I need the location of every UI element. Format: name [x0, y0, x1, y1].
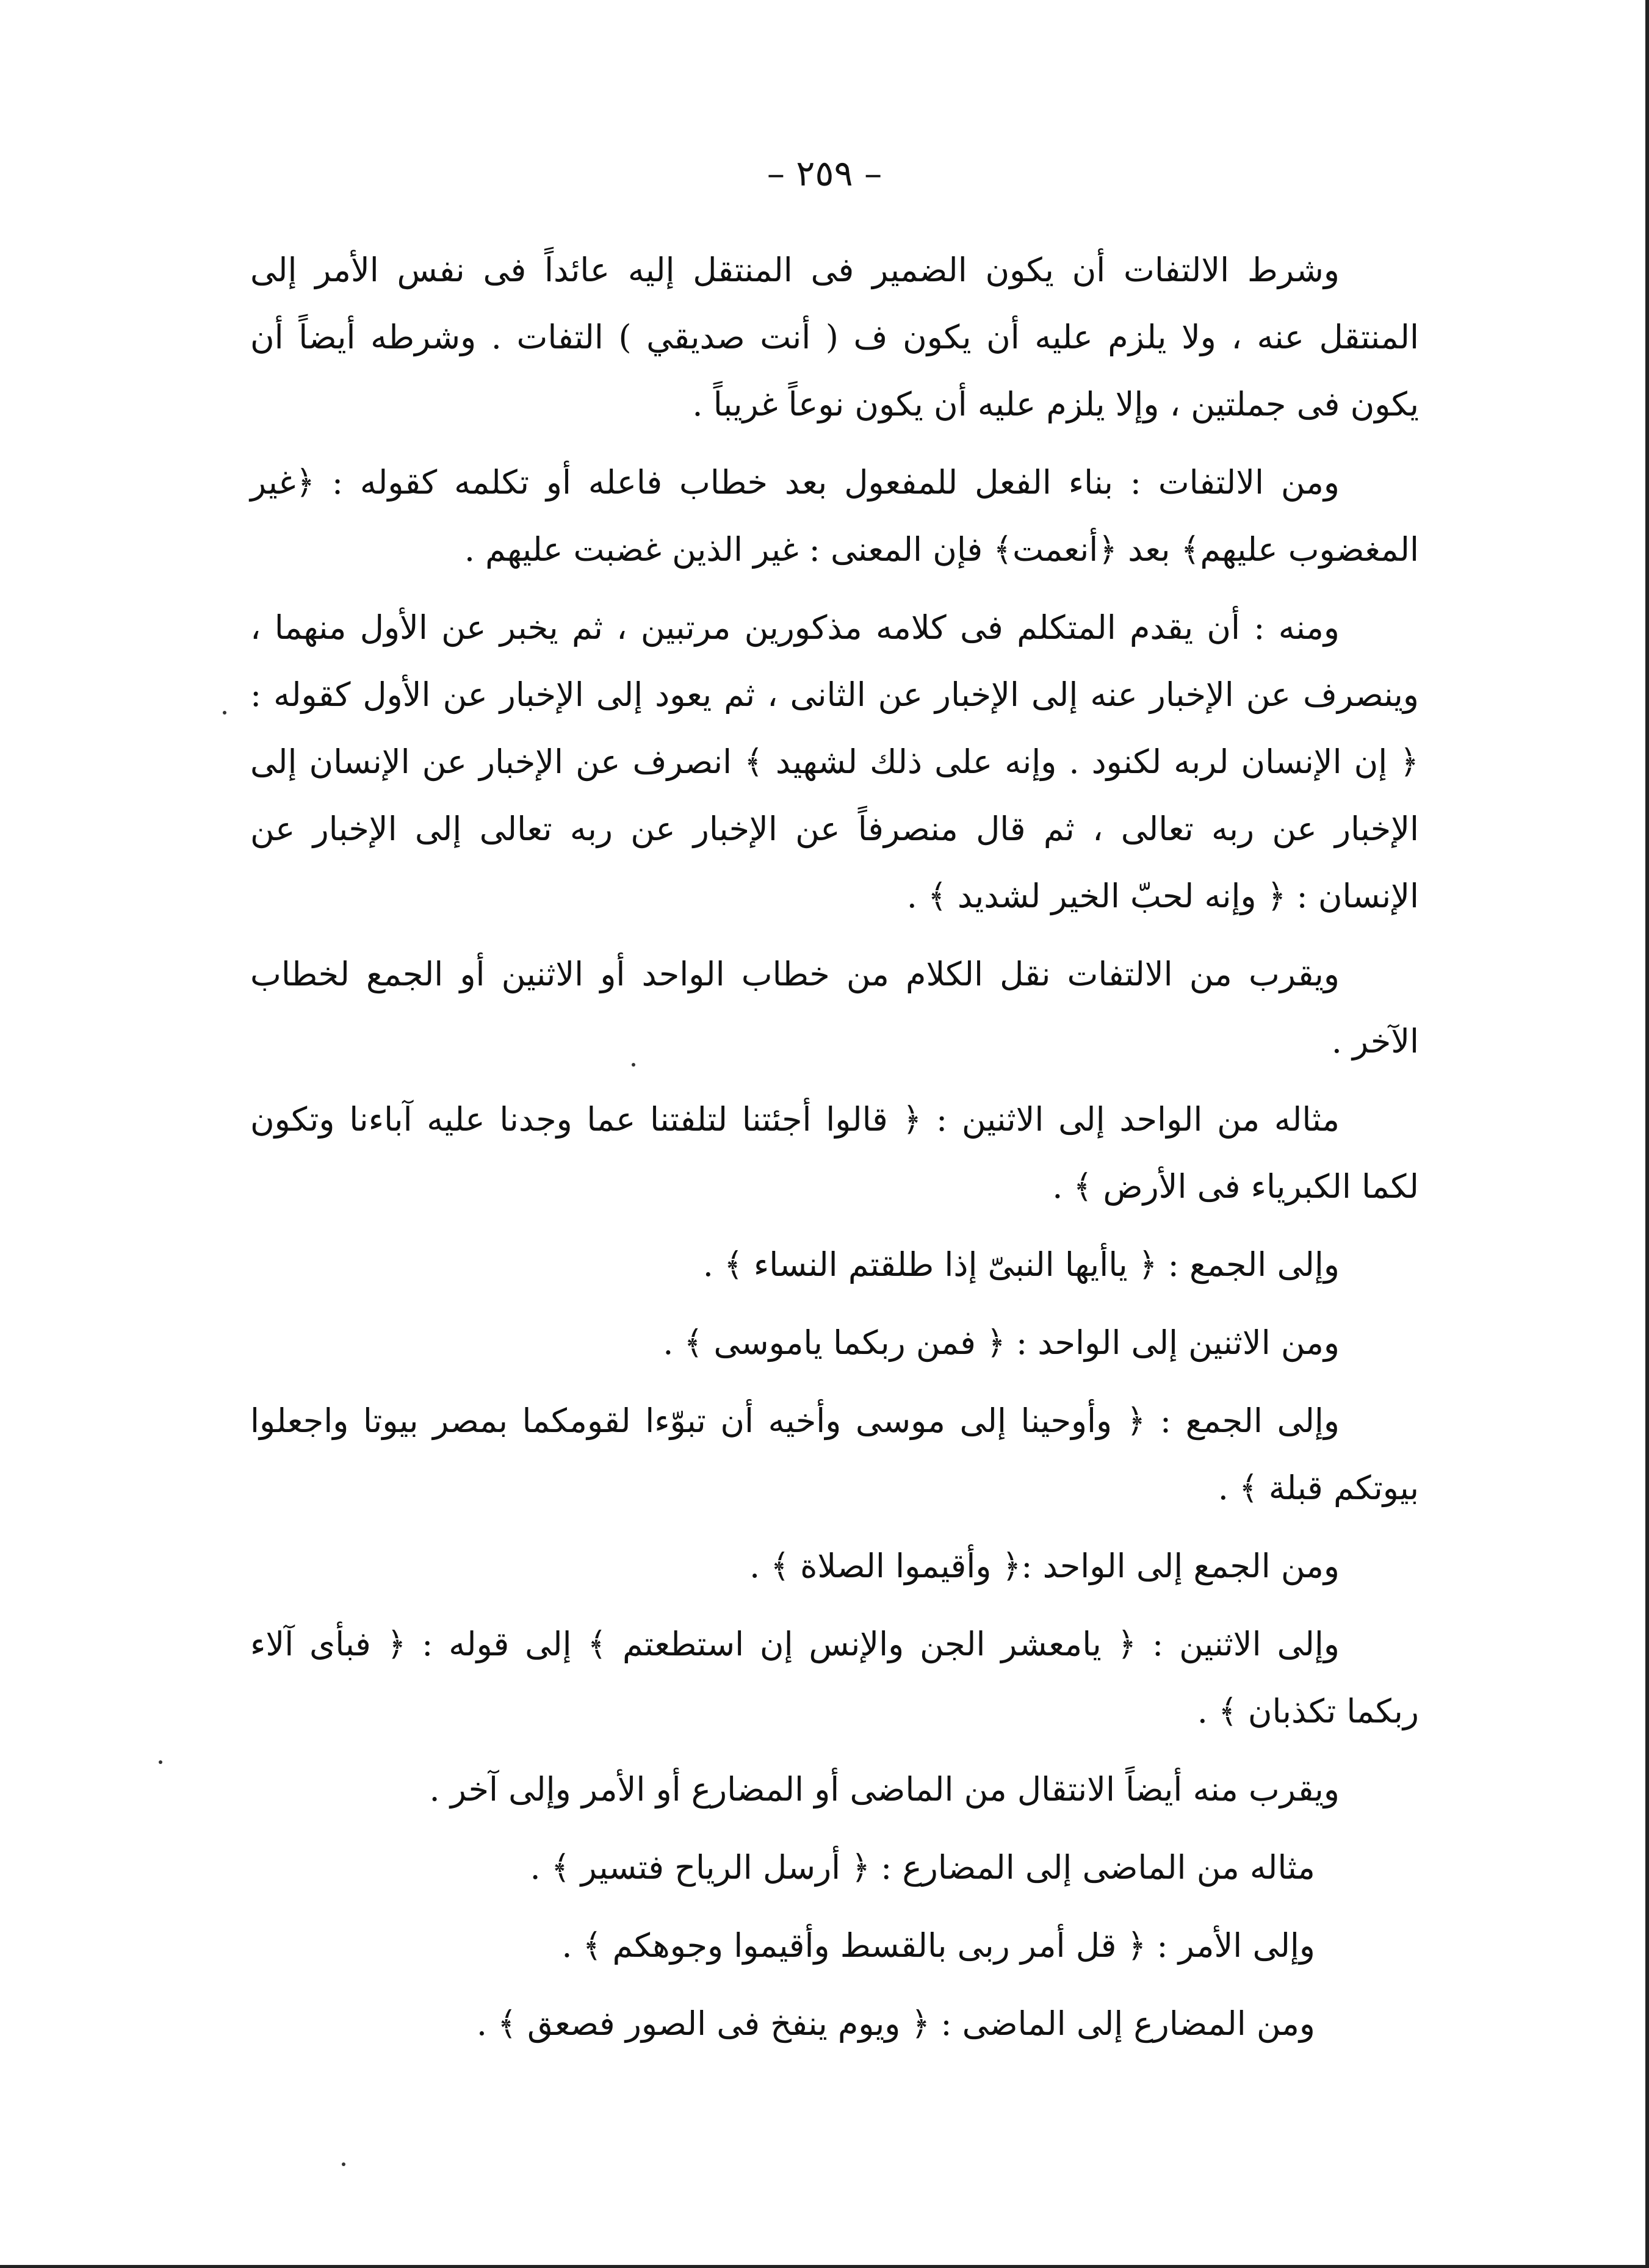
- paragraph-passive-construction: ومن الالتفات : بناء الفعل للمفعول بعد خطاب فاعله أو تكلمه كقوله : ﴿غير المغضوب عليهم﴾ بعد ﴿أنعمت﴾ فإن المعنى : غير الذين غضبت عليهم .: [250, 463, 1419, 569]
- paragraph-plural-to-singular: ومن الجمع إلى الواحد :﴿ وأقيموا الصلاة ﴾ .: [749, 1547, 1340, 1585]
- paragraph-two-mentioned: ومنه : أن يقدم المتكلم فى كلامه مذكورين مرتبين ، ثم يخبر عن الأول منهما ، وينصرف عن الإخبار عنه إلى الإخبار عن الثانى ، ثم يعود إلى الإخبار عن الأول كقوله : ﴿ إن الإنسان لربه لكنود . وإنه على ذلك لشهيد ﴾ انصرف عن الإخبار عن الإنسان إلى الإخبار عن ربه تعالى ، ثم قال منصرفاً عن الإخبار عن ربه تعالى إلى الإخبار عن الإنسان : ﴿ وإنه لحبّ الخير لشديد ﴾ .: [250, 608, 1419, 915]
- paragraph-address-shift: ويقرب من الالتفات نقل الكلام من خطاب الواحد أو الاثنين أو الجمع لخطاب الآخر .: [250, 955, 1419, 1060]
- paragraph-past-to-present: مثاله من الماضى إلى المضارع : ﴿ أرسل الرياح فتسير ﴾ .: [530, 1848, 1315, 1887]
- scan-edge-right: [1645, 0, 1649, 2268]
- body-text: [250, 237, 1419, 2068]
- paragraph-tense-shift: ويقرب منه أيضاً الانتقال من الماضى أو المضارع أو الأمر وإلى آخر .: [429, 1770, 1340, 1809]
- paragraph-dual-to-plural: وإلى الجمع : ﴿ وأوحينا إلى موسى وأخيه أن تبوّءا لقومكما بمصر بيوتا واجعلوا بيوتكم قبلة ﴾ .: [250, 1402, 1419, 1507]
- paragraph-plural-to-dual: وإلى الاثنين : ﴿ يامعشر الجن والإنس إن استطعتم ﴾ إلى قوله : ﴿ فبأى آلاء ربكما تكذبان ﴾ .: [250, 1625, 1419, 1730]
- paragraph-present-to-past: ومن المضارع إلى الماضى : ﴿ ويوم ينفخ فى الصور فصعق ﴾ .: [476, 2004, 1315, 2043]
- paragraph-to-plural: وإلى الجمع : ﴿ ياأيها النبىّ إذا طلقتم النساء ﴾ .: [702, 1245, 1340, 1284]
- scan-speck: [632, 1063, 635, 1067]
- paragraph-dual-to-singular: ومن الاثنين إلى الواحد : ﴿ فمن ربكما ياموسى ﴾ .: [663, 1323, 1340, 1362]
- scan-edge-bottom: [0, 2265, 1649, 2268]
- page-number: – ٢٥٩ –: [767, 153, 882, 194]
- scan-speck: [159, 1760, 162, 1764]
- paragraph-singular-to-dual: مثاله من الواحد إلى الاثنين : ﴿ قالوا أجئتنا لتلفتنا عما وجدنا عليه آباءنا وتكون لكما الكبرياء فى الأرض ﴾ .: [250, 1100, 1419, 1206]
- paragraph-to-imperative: وإلى الأمر : ﴿ قل أمر ربى بالقسط وأقيموا وجوهكم ﴾ .: [561, 1926, 1315, 1965]
- scan-speck: [342, 2162, 345, 2166]
- paragraph-iltifat-condition: وشرط الالتفات أن يكون الضمير فى المنتقل إليه عائداً فى نفس الأمر إلى المنتقل عنه ، ولا يلزم عليه أن يكون ف ( أنت صديقي ) التفات . وشرطه أيضاً أن يكون فى جملتين ، وإلا يلزم عليه أن يكون نوعاً غريباً .: [250, 251, 1419, 423]
- scan-speck: [223, 711, 226, 715]
